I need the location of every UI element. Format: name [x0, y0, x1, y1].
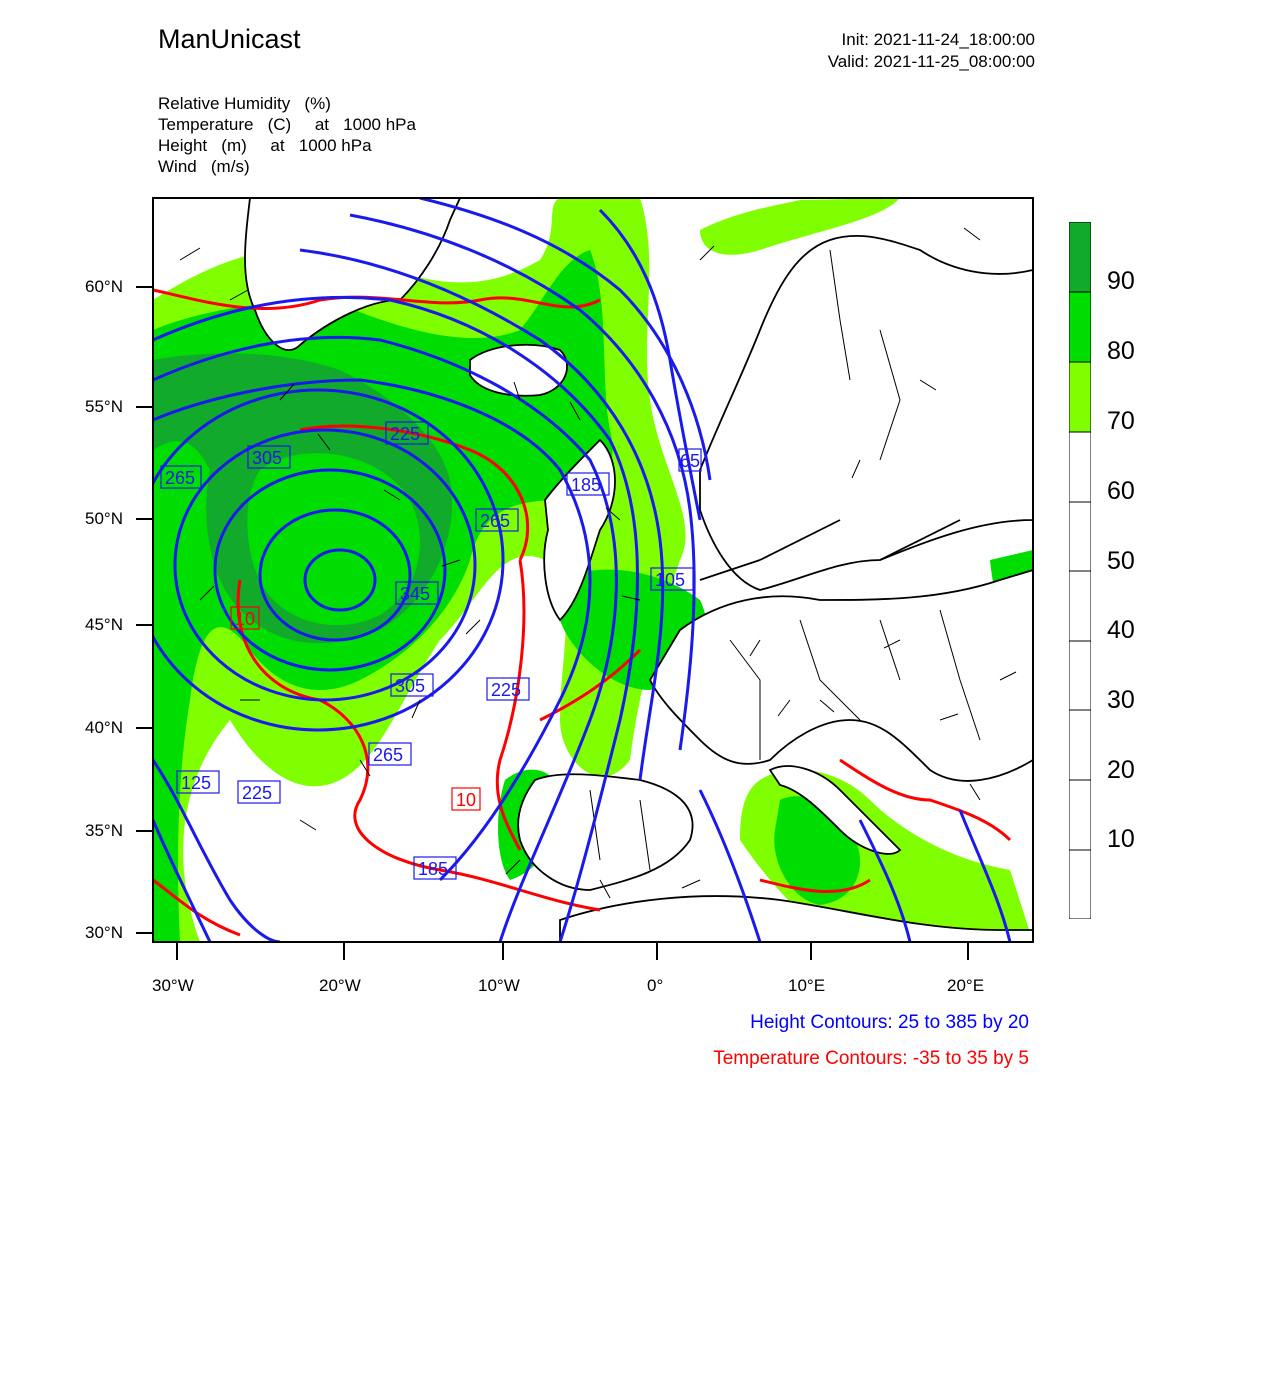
- variable-height: Height (m) at 1000 hPa: [158, 136, 372, 155]
- legend-tick-20: 20: [1107, 756, 1135, 784]
- lon-label-10w: 10°W: [478, 976, 520, 995]
- valid-time: Valid: 2021-11-25_08:00:00: [827, 52, 1035, 71]
- map-title: ManUnicast: [158, 24, 301, 54]
- init-time: Init: 2021-11-24_18:00:00: [841, 30, 1035, 49]
- legend-tick-10: 10: [1107, 825, 1135, 853]
- lat-label-55n: 55°N: [85, 397, 123, 416]
- svg-text:265: 265: [480, 511, 511, 531]
- humidity-label-bar: [1069, 222, 1091, 919]
- variable-wind: Wind (m/s): [158, 157, 250, 176]
- svg-text:185: 185: [418, 859, 449, 879]
- lat-label-45n: 45°N: [85, 615, 123, 634]
- legend-tick-60: 60: [1107, 477, 1135, 505]
- temperature-label: [452, 788, 480, 810]
- lon-label-0: 0°: [647, 976, 664, 995]
- svg-text:105: 105: [655, 570, 686, 590]
- legend-tick-80: 80: [1107, 337, 1135, 365]
- legend-tick-30: 30: [1107, 686, 1135, 714]
- lat-label-35n: 35°N: [85, 821, 123, 840]
- svg-text:125: 125: [181, 773, 212, 793]
- svg-text:265: 265: [373, 745, 404, 765]
- lat-label-60n: 60°N: [85, 277, 123, 296]
- lat-label-50n: 50°N: [85, 509, 123, 528]
- lat-label-40n: 40°N: [85, 718, 123, 737]
- svg-text:225: 225: [242, 783, 273, 803]
- svg-text:65: 65: [680, 451, 701, 471]
- temperature-label: [231, 607, 259, 629]
- legend-tick-90: 90: [1107, 267, 1135, 295]
- svg-text:10: 10: [235, 609, 256, 629]
- map-field-layer: [133, 198, 1033, 942]
- svg-text:10: 10: [456, 790, 477, 810]
- legend-tick-70: 70: [1107, 407, 1135, 435]
- svg-text:225: 225: [491, 680, 522, 700]
- svg-text:185: 185: [571, 475, 602, 495]
- svg-text:225: 225: [390, 424, 421, 444]
- legend-tick-40: 40: [1107, 616, 1135, 644]
- lat-label-30n: 30°N: [85, 923, 123, 942]
- lon-label-20w: 20°W: [319, 976, 361, 995]
- svg-text:265: 265: [165, 468, 196, 488]
- svg-text:305: 305: [395, 676, 426, 696]
- variable-rh: Relative Humidity (%): [158, 94, 331, 113]
- height-label: [161, 466, 201, 488]
- lon-label-20e: 20°E: [947, 976, 985, 995]
- legend-tick-50: 50: [1107, 547, 1135, 575]
- lon-label-10e: 10°E: [788, 976, 826, 995]
- height-label: [679, 449, 701, 471]
- variable-temperature: Temperature (C) at 1000 hPa: [158, 115, 416, 134]
- temperature-contours-note: Temperature Contours: -35 to 35 by 5: [713, 1048, 1029, 1069]
- svg-text:345: 345: [400, 584, 431, 604]
- svg-text:305: 305: [252, 448, 283, 468]
- height-contours-note: Height Contours: 25 to 385 by 20: [750, 1012, 1029, 1033]
- lon-label-30w: 30°W: [152, 976, 194, 995]
